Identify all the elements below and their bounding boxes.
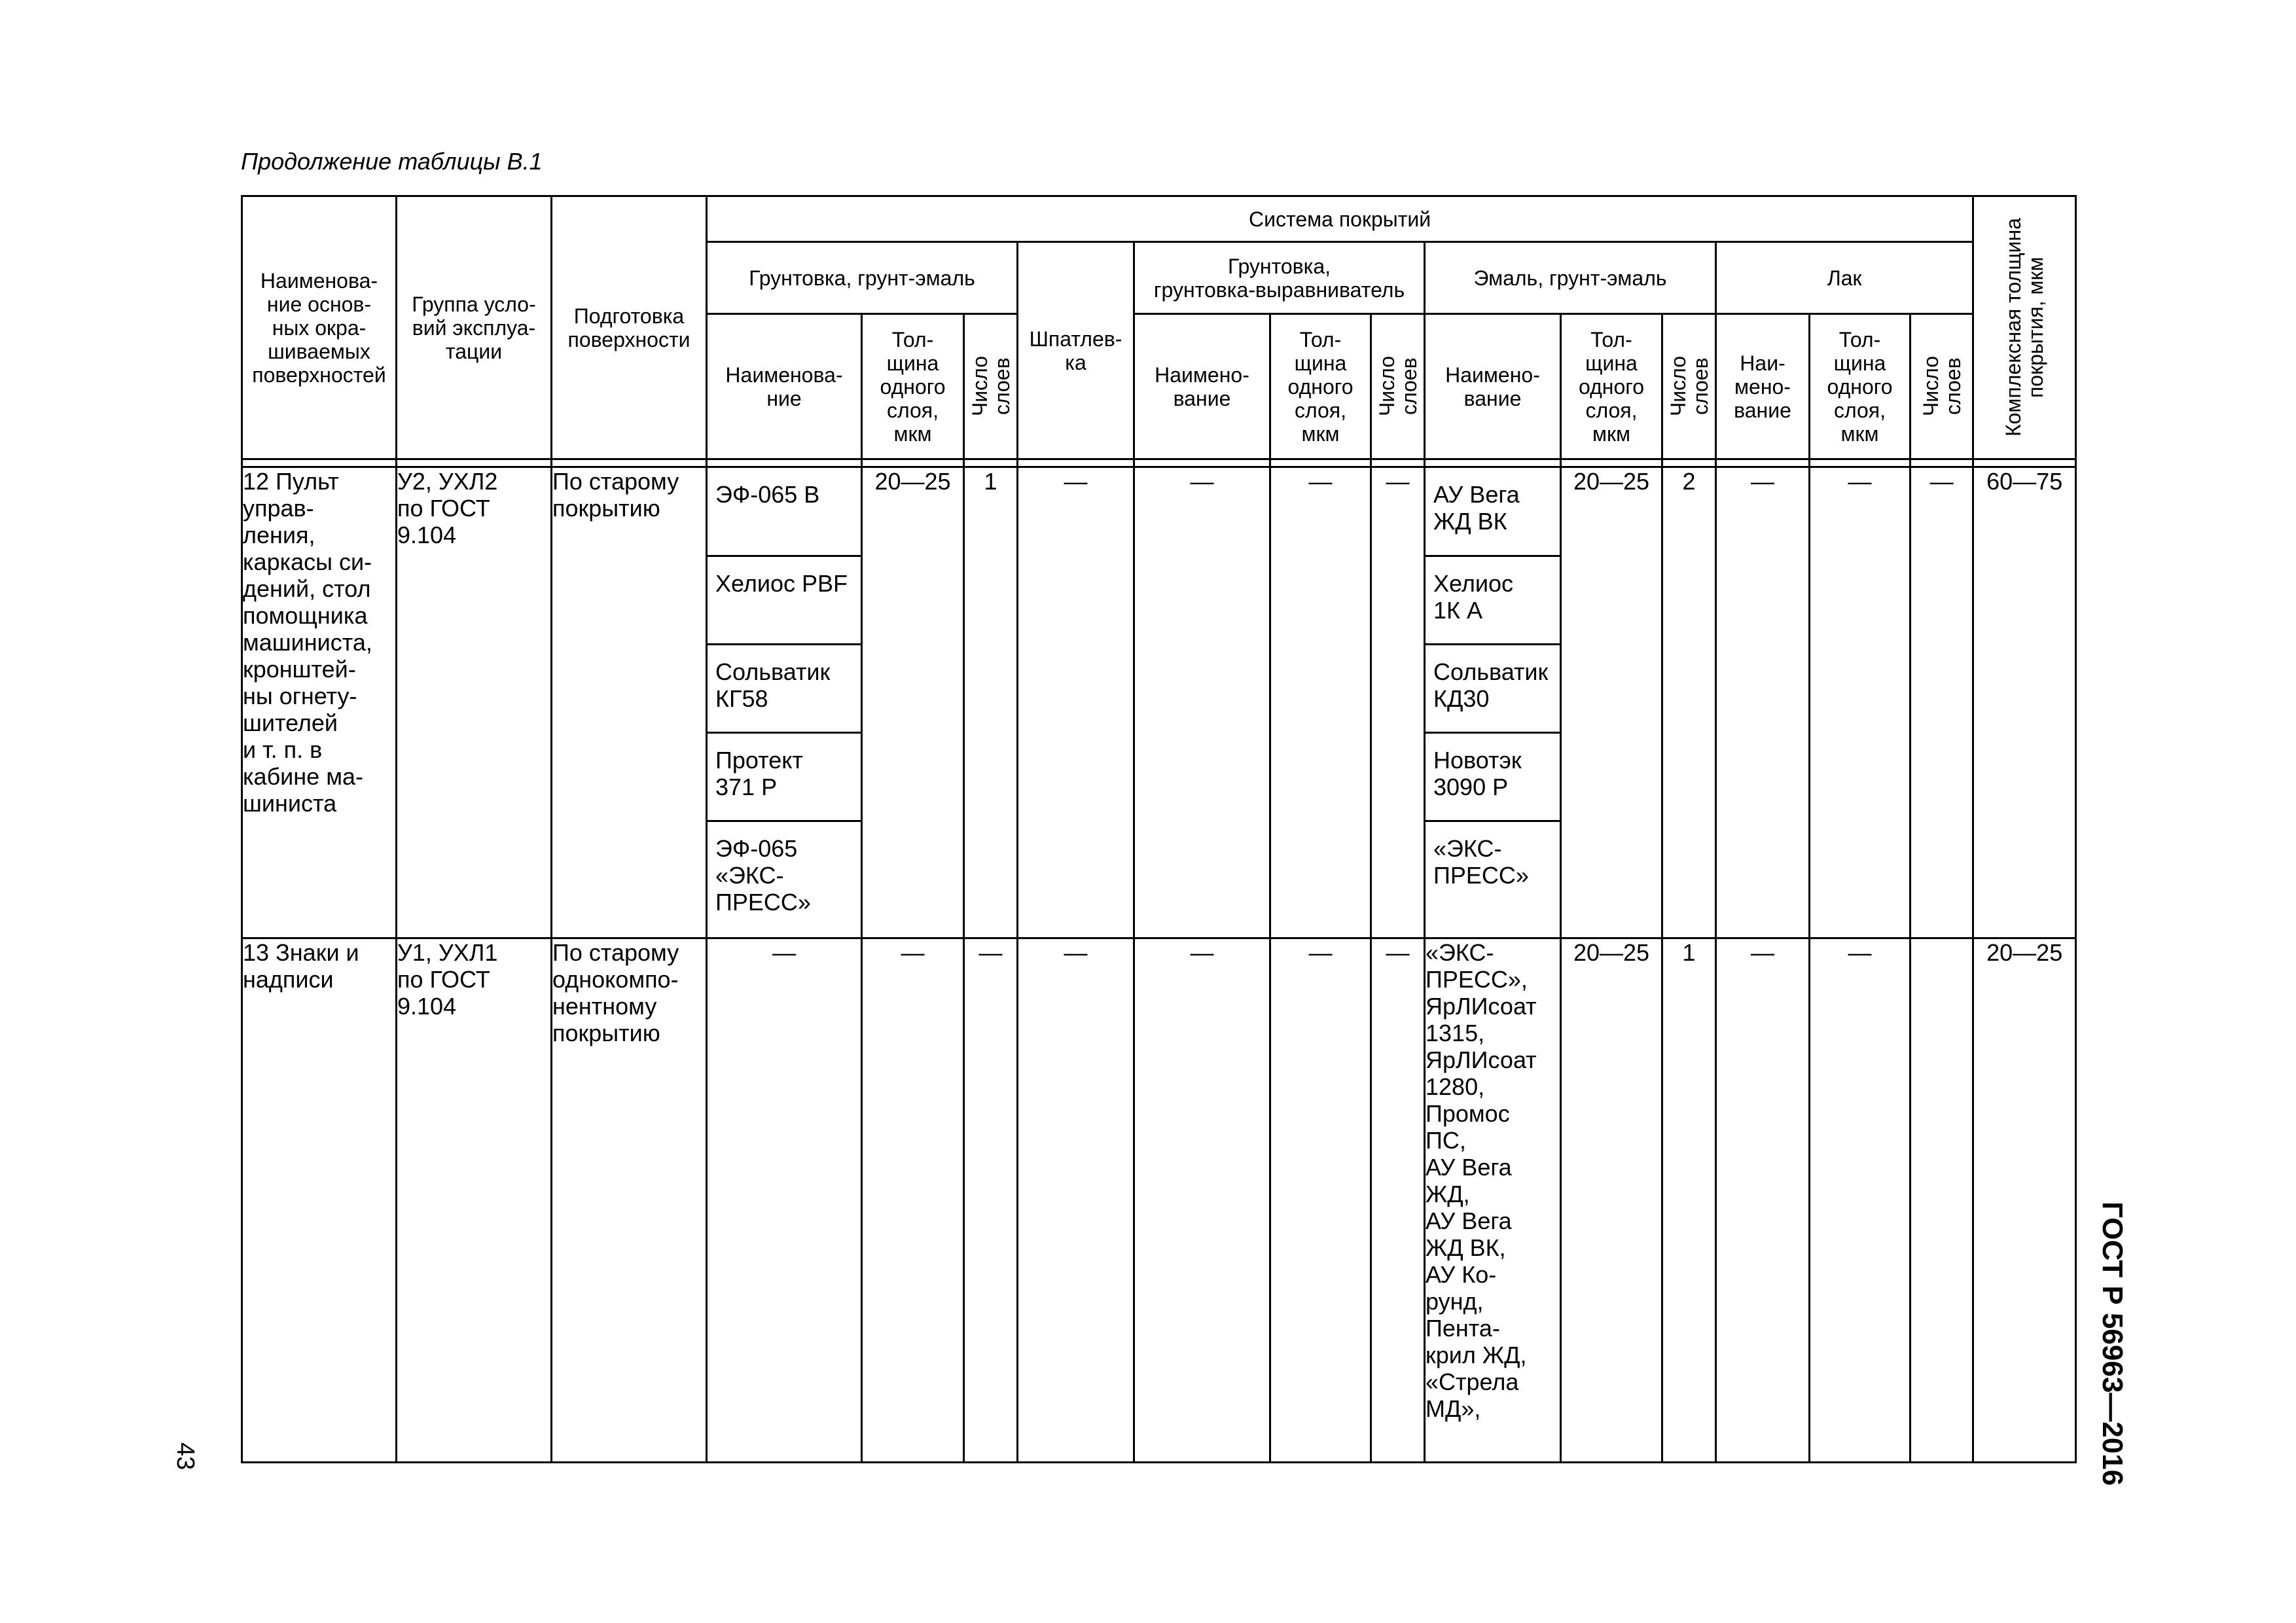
page-number: 43 (171, 1442, 199, 1471)
enamel-name-item: АУ Вега ЖД ВК (1426, 468, 1560, 557)
row12-leveler-name: — (1134, 467, 1270, 938)
header-putty: Шпатлев- ка (1018, 242, 1134, 459)
enamel-name-item: Сольватик КД30 (1426, 645, 1560, 734)
header-enamel: Эмаль, грунт-эмаль (1425, 242, 1716, 314)
table-row (242, 467, 2076, 938)
header-lacquer-layers: Число слоев (1910, 314, 1973, 459)
header-total-thickness: Комплексная толщина покрытия, мкм (1973, 196, 2076, 459)
row13-lacquer-thickness: — (1810, 938, 1910, 1463)
row13-preparation: По старому однокомпо- нентному покрытию (552, 938, 707, 1463)
header-coating-system: Система покрытий (707, 196, 1973, 242)
header-primer-thickness: Тол- щина одного слоя, мкм (862, 314, 964, 459)
primer-name-item: ЭФ-065 «ЭКС- ПРЕСС» (715, 835, 811, 916)
enamel-name-item: «ЭКС- ПРЕСС» (1433, 835, 1529, 889)
row13-primer-name: — (707, 938, 862, 1463)
header-lacquer-thickness: Тол- щина одного слоя, мкм (1810, 314, 1910, 459)
row13-enamel-layers: 1 (1662, 938, 1716, 1463)
header-leveler-layers: Число слоев (1371, 314, 1425, 459)
row13-primer-thickness: — (862, 938, 964, 1463)
row13-lacquer-name: — (1716, 938, 1810, 1463)
row13-putty: — (1018, 938, 1134, 1463)
header-lacquer: Лак (1716, 242, 1973, 314)
row12-lacquer-name: — (1716, 467, 1810, 938)
row12-leveler-layers: — (1371, 467, 1425, 938)
coating-table (241, 195, 2077, 1463)
row13-lacquer-layers (1910, 938, 1973, 1463)
header-primer-name: Наименова- ние (707, 314, 862, 459)
row12-lacquer-thickness: — (1810, 467, 1910, 938)
table-row (242, 938, 2076, 1463)
row13-enamel-thickness: 20—25 (1561, 938, 1662, 1463)
header-primer: Грунтовка, грунт-эмаль (707, 242, 1018, 314)
row12-preparation: По старому покрытию (552, 467, 707, 938)
primer-name-item: Сольватик КГ58 (708, 645, 861, 734)
enamel-name-item: Новотэк 3090 Р (1426, 734, 1560, 822)
row12-enamel-names (1425, 467, 1561, 938)
row13-total-thickness: 20—25 (1973, 938, 2076, 1463)
header-group: Группа усло- вий эксплуа- тации (397, 196, 552, 459)
enamel-name-item: Хелиос 1К А (1426, 557, 1560, 645)
primer-name-item: Хелиос PBF (708, 557, 861, 645)
row13-group: У1, УХЛ1 по ГОСТ 9.104 (397, 938, 552, 1463)
row12-primer-names (707, 467, 862, 938)
row13-leveler-layers: — (1371, 938, 1425, 1463)
row13-primer-layers: — (964, 938, 1018, 1463)
row12-enamel-thickness: 20—25 (1561, 467, 1662, 938)
header-lacquer-name: Наи- мено- вание (1716, 314, 1810, 459)
header-enamel-layers: Число слоев (1662, 314, 1716, 459)
row12-putty: — (1018, 467, 1134, 938)
header-preparation: Подготовка поверхности (552, 196, 707, 459)
row13-enamel-name: «ЭКС- ПРЕСС», ЯрЛИсоат 1315, ЯрЛИсоат 1280, Промос ПС, АУ Вега ЖД, АУ Вега ЖД ВК, АУ Ко- рунд, Пента- крил ЖД, «Стрела МД», (1425, 938, 1561, 1463)
document-code: ГОСТ Р 56963—2016 (2096, 1202, 2128, 1486)
header-leveler-thickness: Тол- щина одного слоя, мкм (1270, 314, 1371, 459)
header-enamel-name: Наимено- вание (1425, 314, 1561, 459)
row12-total-thickness: 60—75 (1973, 467, 2076, 938)
header-leveler-name: Наимено- вание (1134, 314, 1270, 459)
row12-primer-layers: 1 (964, 467, 1018, 938)
header-primer-layers: Число слоев (964, 314, 1018, 459)
row12-leveler-thickness: — (1270, 467, 1371, 938)
header-leveler: Грунтовка, грунтовка-выравниватель (1134, 242, 1425, 314)
row12-surface: 12 Пульт управ- ления, каркасы си- дений, стол помощника машиниста, кронштей- ны огнету- шителей и т. п. в кабине ма- шиниста (242, 467, 397, 938)
row12-primer-thickness: 20—25 (862, 467, 964, 938)
header-surface-name: Наименова- ние основ- ных окра- шиваемых поверхностей (242, 196, 397, 459)
row12-lacquer-layers: — (1910, 467, 1973, 938)
row13-leveler-thickness: — (1270, 938, 1371, 1463)
row12-enamel-layers: 2 (1662, 467, 1716, 938)
header-separator (242, 459, 2076, 467)
header-enamel-thickness: Тол- щина одного слоя, мкм (1561, 314, 1662, 459)
primer-name-item: Протект 371 Р (708, 734, 861, 822)
row13-leveler-name: — (1134, 938, 1270, 1463)
table-caption: Продолжение таблицы В.1 (241, 148, 543, 175)
primer-name-item: ЭФ-065 В (708, 468, 861, 557)
row13-surface: 13 Знаки и надписи (242, 938, 397, 1463)
row12-group: У2, УХЛ2 по ГОСТ 9.104 (397, 467, 552, 938)
